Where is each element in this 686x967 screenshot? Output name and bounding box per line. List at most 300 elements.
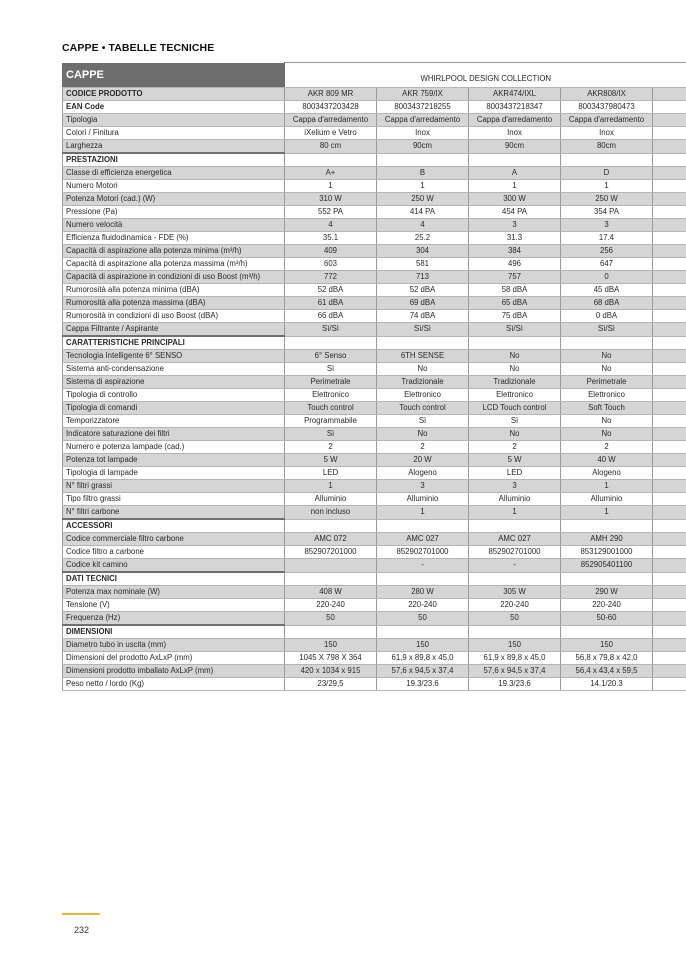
value-cell: 414 PA [377,206,469,219]
section-empty-cell [285,153,377,167]
section-empty-cell [469,625,561,639]
value-cell: 496 [469,258,561,271]
value-cell: AMC 027 [469,533,561,546]
row-label: Frequenza (Hz) [63,612,285,626]
row-label: Tipo filtro grassi [63,493,285,506]
table-edge-cell [653,546,686,559]
value-cell: Soft Touch [561,402,653,415]
row-label: Dimensioni prodotto imballato AxLxP (mm) [63,665,285,678]
table-row [63,193,686,206]
table-row [63,415,686,428]
table-edge-cell [653,140,686,154]
value-cell: Cappa d'arredamento [377,114,469,127]
value-cell: Alogeno [561,467,653,480]
value-cell: 713 [377,271,469,284]
value-cell: 8003437218347 [469,101,561,114]
value-cell: Sì/Sì [469,323,561,337]
row-label: Numero e potenza lampade (cad.) [63,441,285,454]
table-edge-cell [653,153,686,167]
table-row [63,402,686,415]
value-cell: 1 [561,180,653,193]
value-cell: 8003437218255 [377,101,469,114]
table-row [63,559,686,573]
table-row [63,652,686,665]
value-cell: 23/29,5 [285,678,377,691]
table-edge-cell [653,441,686,454]
value-cell: Elettronico [285,389,377,402]
row-label: Peso netto / lordo (Kg) [63,678,285,691]
table-edge-cell [653,493,686,506]
value-cell: No [561,428,653,441]
section-title: ACCESSORI [63,519,285,533]
table-edge-cell [653,336,686,350]
value-cell: Cappa d'arredamento [469,114,561,127]
value-cell: 25.2 [377,232,469,245]
value-cell: 220-240 [285,599,377,612]
value-cell: No [561,363,653,376]
value-cell: Sì/Sì [285,323,377,337]
value-cell: 220-240 [561,599,653,612]
value-cell: 552 PA [285,206,377,219]
value-cell: 305 W [469,586,561,599]
row-label: Sistema anti-condensazione [63,363,285,376]
value-cell: 409 [285,245,377,258]
value-cell: 408 W [285,586,377,599]
section-header-row [63,572,686,586]
section-empty-cell [377,625,469,639]
row-label: Tensione (V) [63,599,285,612]
value-cell: No [377,428,469,441]
value-cell: 1 [377,506,469,520]
value-cell: Sì [377,415,469,428]
value-cell: 20 W [377,454,469,467]
value-cell: 852902701000 [469,546,561,559]
value-cell: iXelium e Vetro [285,127,377,140]
table-row [63,167,686,180]
value-cell: No [469,363,561,376]
table-row [63,206,686,219]
value-cell: 420 x 1034 x 915 [285,665,377,678]
value-cell: Sì/Sì [377,323,469,337]
table-edge-cell [653,625,686,639]
value-cell: 220-240 [377,599,469,612]
value-cell: 2 [561,441,653,454]
value-cell: 0 [561,271,653,284]
row-label: Dimensioni del prodotto AxLxP (mm) [63,652,285,665]
value-cell: 290 W [561,586,653,599]
row-label: CODICE PRODOTTO [63,88,285,101]
row-label: Numero velocità [63,219,285,232]
row-label: Capacità di aspirazione alla potenza massima (m³/h) [63,258,285,271]
table-edge-cell [653,193,686,206]
section-empty-cell [285,336,377,350]
row-label: Capacità di aspirazione in condizioni di uso Boost (m³/h) [63,271,285,284]
value-cell: 50-60 [561,612,653,626]
table-row [63,284,686,297]
value-cell: 5 W [469,454,561,467]
value-cell: Inox [469,127,561,140]
value-cell: 57,6 x 94,5 x 37,4 [469,665,561,678]
value-cell: 2 [377,441,469,454]
table-header-row [63,63,686,88]
table-row [63,245,686,258]
value-cell: - [377,559,469,573]
table-heading: CAPPE [63,63,285,88]
value-cell: 14.1/20.3 [561,678,653,691]
table-row [63,180,686,193]
value-cell: 1 [469,180,561,193]
value-cell: 250 W [377,193,469,206]
value-cell: Programmabile [285,415,377,428]
table-row [63,88,686,101]
row-label: Cappa Filtrante / Aspirante [63,323,285,337]
value-cell: 52 dBA [285,284,377,297]
table-edge-cell [653,519,686,533]
value-cell: 354 PA [561,206,653,219]
table-row [63,127,686,140]
value-cell: 90cm [377,140,469,154]
value-cell: 61,9 x 89,8 x 45,0 [469,652,561,665]
table-row [63,467,686,480]
value-cell: No [561,415,653,428]
value-cell: 757 [469,271,561,284]
table-edge-cell [653,245,686,258]
value-cell: 1 [377,180,469,193]
table-edge-cell [653,258,686,271]
value-cell: 6° Senso [285,350,377,363]
value-cell: 150 [285,639,377,652]
value-cell: 5 W [285,454,377,467]
row-label: Tipologia [63,114,285,127]
value-cell: 0 dBA [561,310,653,323]
value-cell: 50 [377,612,469,626]
table-row [63,454,686,467]
value-cell: 3 [469,219,561,232]
table-row [63,310,686,323]
value-cell: LED [285,467,377,480]
value-cell: 150 [561,639,653,652]
spec-table-container [62,62,686,691]
value-cell: 852907201000 [285,546,377,559]
value-cell: 31.3 [469,232,561,245]
spec-table-body [63,63,686,691]
value-cell: AKR808/IX [561,88,653,101]
spec-table [62,62,686,691]
table-row [63,665,686,678]
value-cell: Alluminio [377,493,469,506]
table-edge-cell [653,665,686,678]
value-cell: 150 [377,639,469,652]
value-cell: 250 W [561,193,653,206]
table-edge-cell [653,389,686,402]
table-row [63,678,686,691]
table-row [63,101,686,114]
row-label: Indicatore saturazione dei filtri [63,428,285,441]
table-row [63,271,686,284]
table-edge-cell [653,206,686,219]
table-row [63,428,686,441]
table-edge-cell [653,297,686,310]
value-cell: 853129001000 [561,546,653,559]
value-cell: 1 [285,180,377,193]
value-cell: 1 [285,480,377,493]
table-row [63,533,686,546]
value-cell: 150 [469,639,561,652]
table-row [63,114,686,127]
value-cell: Cappa d'arredamento [561,114,653,127]
table-row [63,639,686,652]
value-cell: 75 dBA [469,310,561,323]
table-edge-cell [653,350,686,363]
value-cell: AMH 290 [561,533,653,546]
table-row [63,389,686,402]
value-cell: Tradizionale [377,376,469,389]
value-cell: Tradizionale [469,376,561,389]
value-cell: Inox [377,127,469,140]
table-edge-cell [653,506,686,520]
value-cell: Elettronico [561,389,653,402]
section-empty-cell [561,625,653,639]
row-label: Potenza tot lampade [63,454,285,467]
row-label: Diametro tubo in uscita (mm) [63,639,285,652]
row-label: Sistema di aspirazione [63,376,285,389]
value-cell: Sì [469,415,561,428]
value-cell: 19.3/23.6 [377,678,469,691]
value-cell: Alogeno [377,467,469,480]
table-row [63,586,686,599]
table-edge-cell [653,467,686,480]
table-edge-cell [653,180,686,193]
table-edge-cell [653,88,686,101]
row-label: Efficienza fluidodinamica - FDE (%) [63,232,285,245]
table-edge-cell [653,219,686,232]
value-cell: 74 dBA [377,310,469,323]
table-row [63,258,686,271]
value-cell: Inox [561,127,653,140]
value-cell: Sì [285,428,377,441]
row-label: Codice commerciale filtro carbone [63,533,285,546]
row-label: Codice kit camino [63,559,285,573]
value-cell: 1045 X 798 X 364 [285,652,377,665]
table-edge-cell [653,639,686,652]
table-row [63,297,686,310]
table-edge-cell [653,415,686,428]
value-cell: 220-240 [469,599,561,612]
value-cell: 280 W [377,586,469,599]
table-row [63,350,686,363]
table-edge-cell [653,310,686,323]
section-empty-cell [469,572,561,586]
value-cell: 17.4 [561,232,653,245]
section-header-row [63,153,686,167]
value-cell: 45 dBA [561,284,653,297]
value-cell: Sì/Sì [561,323,653,337]
row-label: Classe di efficienza energetica [63,167,285,180]
value-cell: 3 [469,480,561,493]
value-cell: AKR 759/IX [377,88,469,101]
value-cell: 1 [469,506,561,520]
value-cell: Alluminio [469,493,561,506]
section-empty-cell [469,153,561,167]
value-cell: No [561,350,653,363]
section-empty-cell [377,519,469,533]
value-cell: 647 [561,258,653,271]
row-label: Numero Motori [63,180,285,193]
value-cell: B [377,167,469,180]
value-cell: 90cm [469,140,561,154]
value-cell: 8003437203428 [285,101,377,114]
value-cell: No [377,363,469,376]
table-row [63,493,686,506]
value-cell: A+ [285,167,377,180]
row-label: Tipologia di controllo [63,389,285,402]
row-label: EAN Code [63,101,285,114]
section-empty-cell [561,519,653,533]
value-cell: Sì [285,363,377,376]
value-cell: AKR474/IXL [469,88,561,101]
row-label: Tecnologia Intelligente 6° SENSO [63,350,285,363]
section-empty-cell [285,519,377,533]
row-label: N° filtri grassi [63,480,285,493]
table-edge-cell [653,586,686,599]
value-cell: Alluminio [285,493,377,506]
row-label: Potenza max nominale (W) [63,586,285,599]
value-cell: No [469,428,561,441]
table-edge-cell [653,559,686,573]
value-cell: Touch control [285,402,377,415]
value-cell: 1 [561,480,653,493]
value-cell: 65 dBA [469,297,561,310]
table-edge-cell [653,167,686,180]
value-cell: 56,4 x 43,4 x 59,5 [561,665,653,678]
value-cell: 56,8 x 79,8 x 42,0 [561,652,653,665]
value-cell: 68 dBA [561,297,653,310]
table-edge-cell [653,363,686,376]
value-cell: 80 cm [285,140,377,154]
section-empty-cell [285,572,377,586]
section-header-row [63,519,686,533]
value-cell: 61,9 x 89,8 x 45,0 [377,652,469,665]
value-cell: 58 dBA [469,284,561,297]
section-title: CARATTERISTICHE PRINCIPALI [63,336,285,350]
table-edge-cell [653,127,686,140]
value-cell: LED [469,467,561,480]
table-edge-cell [653,428,686,441]
table-row [63,376,686,389]
table-row [63,232,686,245]
section-empty-cell [561,572,653,586]
table-row [63,480,686,493]
row-label: Codice filtro a carbone [63,546,285,559]
value-cell: 852902701000 [377,546,469,559]
value-cell: 52 dBA [377,284,469,297]
row-label: Tipologia di comandi [63,402,285,415]
value-cell: 2 [285,441,377,454]
table-row [63,441,686,454]
table-edge-cell [653,232,686,245]
section-empty-cell [561,153,653,167]
footer-accent-bar [62,913,100,915]
section-header-row [63,625,686,639]
value-cell: 304 [377,245,469,258]
row-label: Rumorosità alla potenza massima (dBA) [63,297,285,310]
value-cell: Elettronico [469,389,561,402]
row-label: Tipologia di lampade [63,467,285,480]
value-cell: 3 [561,219,653,232]
value-cell: 581 [377,258,469,271]
value-cell: AMC 072 [285,533,377,546]
row-label: Capacità di aspirazione alla potenza minima (m³/h) [63,245,285,258]
table-edge-cell [653,376,686,389]
value-cell: 66 dBA [285,310,377,323]
value-cell: 256 [561,245,653,258]
table-edge-cell [653,402,686,415]
table-edge-cell [653,101,686,114]
section-title: DIMENSIONI [63,625,285,639]
row-label: Pressione (Pa) [63,206,285,219]
value-cell: Touch control [377,402,469,415]
value-cell: LCD Touch control [469,402,561,415]
value-cell: 4 [377,219,469,232]
value-cell: 454 PA [469,206,561,219]
value-cell: 61 dBA [285,297,377,310]
section-empty-cell [469,336,561,350]
section-empty-cell [377,572,469,586]
section-empty-cell [561,336,653,350]
value-cell: Alluminio [561,493,653,506]
section-empty-cell [377,336,469,350]
value-cell: 384 [469,245,561,258]
value-cell: 8003437980473 [561,101,653,114]
table-row [63,612,686,626]
row-label: N° filtri carbone [63,506,285,520]
section-empty-cell [469,519,561,533]
table-edge-cell [653,454,686,467]
row-label: Temporizzatore [63,415,285,428]
value-cell: 3 [377,480,469,493]
section-title: DATI TECNICI [63,572,285,586]
value-cell: Cappa d'arredamento [285,114,377,127]
value-cell: 19.3/23.6 [469,678,561,691]
row-label: Colori / Finitura [63,127,285,140]
value-cell: 50 [469,612,561,626]
page-title: CAPPE • TABELLE TECNICHE [62,42,215,54]
table-edge-cell [653,599,686,612]
table-edge-cell [653,323,686,337]
row-label: Potenza Motori (cad.) (W) [63,193,285,206]
value-cell: 1 [561,506,653,520]
section-header-row [63,336,686,350]
table-edge-cell [653,652,686,665]
value-cell: A [469,167,561,180]
value-cell: 772 [285,271,377,284]
table-edge-cell [653,114,686,127]
table-row [63,599,686,612]
value-cell: 57,6 x 94,5 x 37,4 [377,665,469,678]
table-row [63,323,686,337]
value-cell [285,559,377,573]
page-number: 232 [74,925,90,935]
table-row [63,140,686,154]
value-cell: non incluso [285,506,377,520]
value-cell: Perimetrale [561,376,653,389]
value-cell: 6TH SENSE [377,350,469,363]
value-cell: 69 dBA [377,297,469,310]
value-cell: 603 [285,258,377,271]
table-edge-cell [653,284,686,297]
value-cell: 4 [285,219,377,232]
table-row [63,363,686,376]
